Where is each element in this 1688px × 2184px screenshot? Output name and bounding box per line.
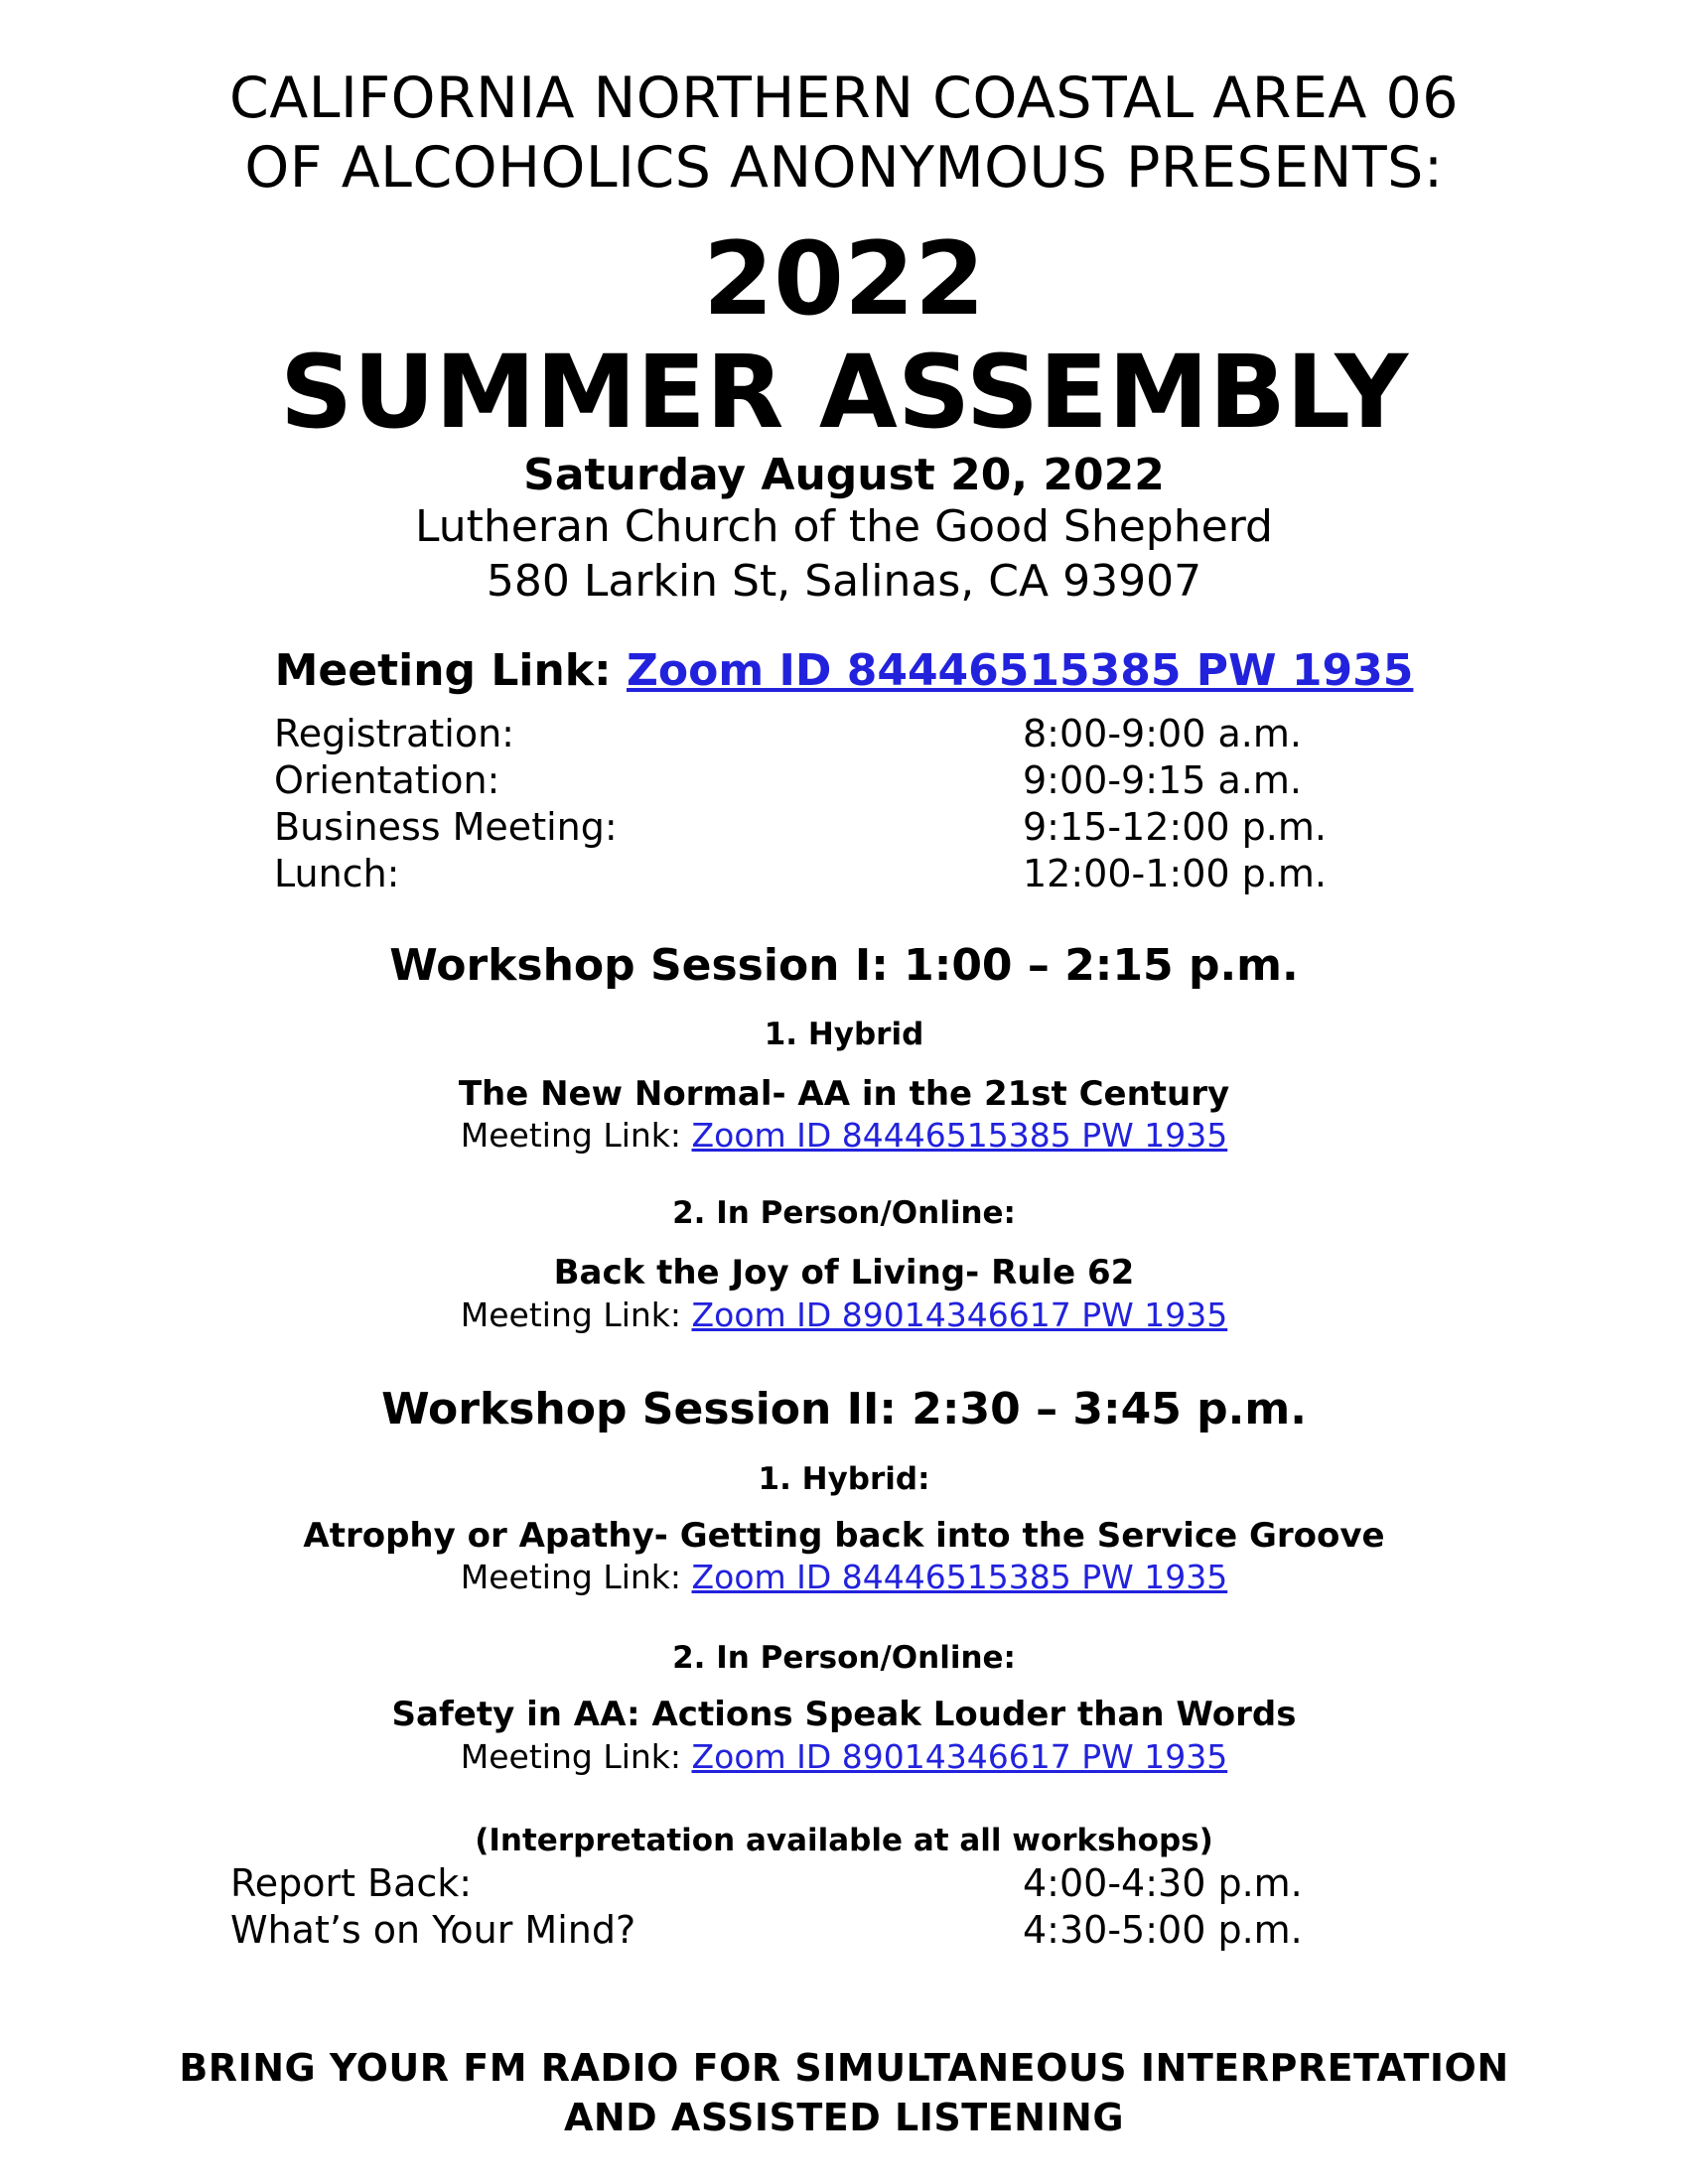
workshop-title: The New Normal- AA in the 21st Century [458, 1074, 1230, 1114]
event-year: 2022 [703, 220, 985, 339]
event-address: 580 Larkin St, Salinas, CA 93907 [486, 556, 1202, 607]
footer-line-1: BRING YOUR FM RADIO FOR SIMULTANEOUS INTERPRETATION [179, 2046, 1509, 2090]
event-date: Saturday August 20, 2022 [523, 450, 1165, 500]
workshop-option: 2. In Person/Online: [672, 1195, 1016, 1231]
workshop-link-label: Meeting Link: [460, 1558, 692, 1596]
morning-schedule [274, 711, 1416, 897]
workshop-title: Back the Joy of Living- Rule 62 [553, 1253, 1135, 1293]
schedule-time: 12:00-1:00 p.m. [1023, 852, 1327, 895]
schedule-row [230, 1907, 1372, 1954]
workshop-zoom-link[interactable]: Zoom ID 89014346617 PW 1935 [691, 1737, 1228, 1776]
interpretation-note: (Interpretation available at all workshops) [475, 1823, 1213, 1858]
schedule-time: 9:15-12:00 p.m. [1023, 805, 1327, 849]
schedule-label: What’s on Your Mind? [230, 1908, 636, 1952]
afternoon-schedule [230, 1860, 1372, 1954]
workshop-zoom-link[interactable]: Zoom ID 84446515385 PW 1935 [691, 1558, 1228, 1596]
footer-line-2: AND ASSISTED LISTENING [563, 2096, 1125, 2139]
workshop-option: 2. In Person/Online: [672, 1640, 1016, 1676]
schedule-row [274, 711, 1416, 757]
schedule-time: 8:00-9:00 a.m. [1023, 712, 1302, 755]
schedule-time: 4:00-4:30 p.m. [1023, 1861, 1303, 1905]
footer-notice [0, 2043, 1688, 2142]
workshop-title: Safety in AA: Actions Speak Louder than Words [391, 1695, 1297, 1734]
workshop-title: Atrophy or Apathy- Getting back into the Service Groove [303, 1516, 1385, 1556]
schedule-time: 9:00-9:15 a.m. [1023, 758, 1302, 802]
event-title: SUMMER ASSEMBLY [279, 334, 1409, 452]
event-venue: Lutheran Church of the Good Shepherd [415, 501, 1273, 552]
workshop-link-line [0, 1557, 1688, 1598]
workshop-link-line [0, 1736, 1688, 1778]
workshop-zoom-link[interactable]: Zoom ID 89014346617 PW 1935 [691, 1296, 1228, 1334]
workshop-link-line [0, 1295, 1688, 1336]
workshop-link-label: Meeting Link: [460, 1116, 692, 1155]
workshop-option: 1. Hybrid [764, 1017, 924, 1052]
header-line-2: OF ALCOHOLICS ANONYMOUS PRESENTS: [244, 135, 1444, 201]
workshop-link-label: Meeting Link: [460, 1737, 692, 1776]
session-heading: Workshop Session I: 1:00 – 2:15 p.m. [389, 940, 1299, 991]
main-zoom-link[interactable]: Zoom ID 84446515385 PW 1935 [626, 645, 1414, 696]
schedule-time: 4:30-5:00 p.m. [1023, 1908, 1303, 1952]
schedule-label: Business Meeting: [274, 805, 618, 849]
schedule-label: Orientation: [274, 758, 500, 802]
schedule-label: Lunch: [274, 852, 400, 895]
header-line-1: CALIFORNIA NORTHERN COASTAL AREA 06 [228, 66, 1460, 131]
schedule-row [274, 851, 1416, 897]
schedule-row [274, 757, 1416, 804]
schedule-row [274, 804, 1416, 851]
workshop-link-label: Meeting Link: [460, 1296, 692, 1334]
session-heading: Workshop Session II: 2:30 – 3:45 p.m. [381, 1384, 1307, 1434]
workshop-link-line [0, 1115, 1688, 1157]
schedule-label: Registration: [274, 712, 514, 755]
schedule-row [230, 1860, 1372, 1907]
schedule-label: Report Back: [230, 1861, 473, 1905]
workshop-zoom-link[interactable]: Zoom ID 84446515385 PW 1935 [691, 1116, 1228, 1155]
workshop-option: 1. Hybrid: [758, 1461, 930, 1497]
main-meeting-link-line [0, 643, 1688, 699]
main-meeting-link-label: Meeting Link: [274, 645, 627, 696]
